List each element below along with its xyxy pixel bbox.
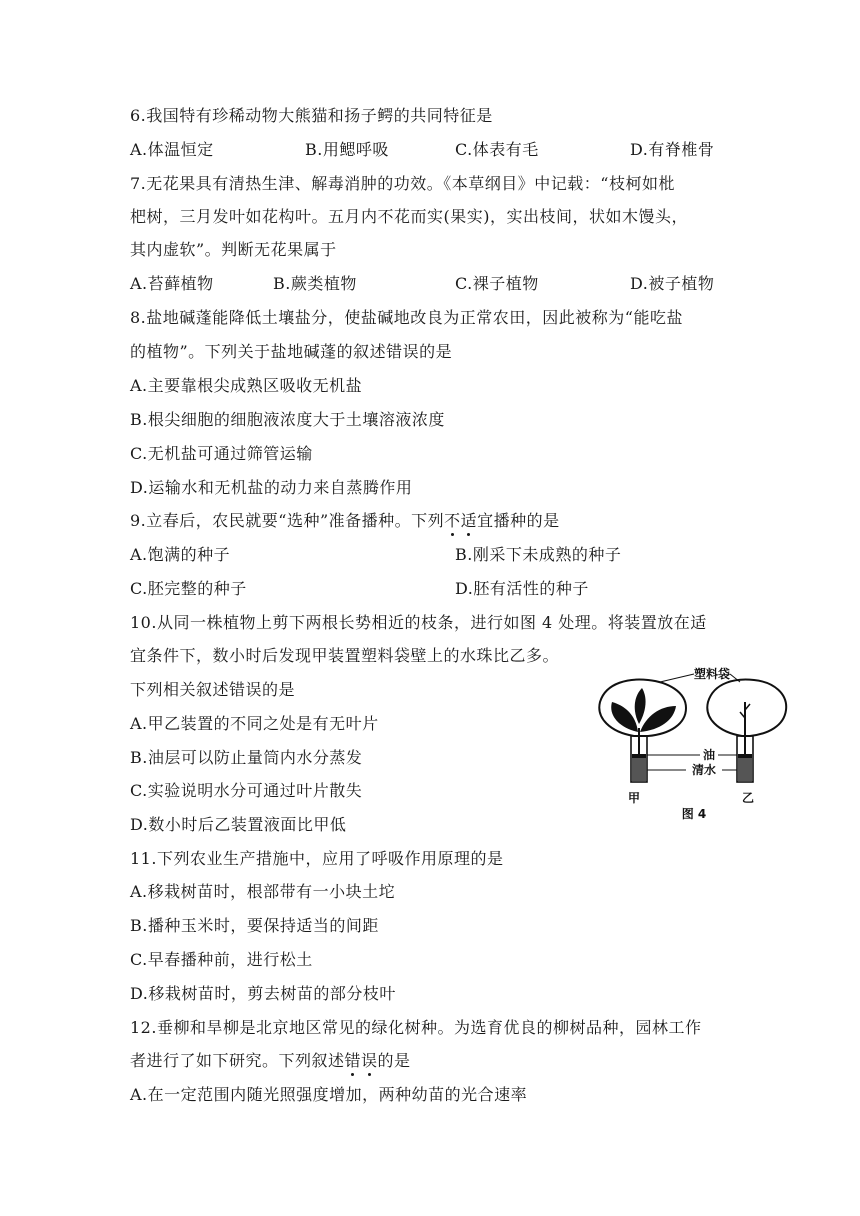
figure-caption: 图 4: [681, 807, 707, 821]
q7-option-d: D.被子植物: [630, 274, 715, 293]
water-label: 清水: [691, 763, 717, 777]
q8-option-c: C.无机盐可通过筛管运输: [130, 444, 313, 463]
q6-stem: 6.我国特有珍稀动物大熊猫和扬子鳄的共同特征是: [130, 106, 493, 125]
q8-option-b: B.根尖细胞的细胞液浓度大于土壤溶液浓度: [130, 410, 445, 429]
q9-stem-post: 宜播种的是: [477, 511, 560, 530]
q12-line-2: [130, 1051, 411, 1071]
q7-option-a: A.苔藓植物: [130, 274, 214, 293]
q7-line-3: 其内虚软”。判断无花果属于: [130, 240, 337, 259]
q8-line-2: 的植物”。下列关于盐地碱蓬的叙述错误的是: [130, 342, 453, 361]
q8-option-a: A.主要靠根尖成熟区吸收无机盐: [130, 376, 363, 395]
q12-option-a: A.在一定范围内随光照强度增加，两种幼苗的光合速率: [130, 1085, 528, 1104]
q6-option-b: B.用鳃呼吸: [305, 140, 389, 159]
q9-emphasis-2: 适: [460, 511, 478, 530]
q12-emphasis-2: 误: [361, 1051, 378, 1070]
water-left: [632, 758, 646, 781]
q12-line-1: 12.垂柳和旱柳是北京地区常见的绿化树种。为选育优良的柳树品种，园林工作: [130, 1018, 702, 1037]
leaf-left-2: [640, 706, 676, 732]
q10-option-d: D.数小时后乙装置液面比甲低: [130, 815, 347, 834]
left-apparatus-label: 甲: [627, 791, 641, 805]
q10-option-a: A.甲乙装置的不同之处是有无叶片: [130, 714, 379, 733]
q9-stem-pre: 9.立春后，农民就要“选种”准备播种。下列: [130, 511, 445, 530]
q9-emphasis-1: 不: [444, 511, 461, 530]
q7-option-c: C.裸子植物: [455, 274, 539, 293]
q9-option-b: B.刚采下未成熟的种子: [455, 545, 622, 564]
q10-option-b: B.油层可以防止量筒内水分蒸发: [130, 748, 363, 767]
q10-option-c: C.实验说明水分可通过叶片散失: [130, 781, 363, 800]
q6-option-d: D.有脊椎骨: [630, 140, 715, 159]
q9-stem: [130, 511, 560, 531]
q8-option-d: D.运输水和无机盐的动力来自蒸腾作用: [130, 478, 413, 497]
right-apparatus-label: 乙: [741, 791, 755, 805]
oil-layer-left: [632, 754, 646, 758]
oil-layer-right: [738, 754, 752, 758]
q8-line-1: 8.盐地碱蓬能降低土壤盐分，使盐碱地改良为正常农田，因此被称为“能吃盐: [130, 308, 683, 327]
q12-line-2-post: 的是: [377, 1051, 411, 1070]
q10-line-1: 10.从同一株植物上剪下两根长势相近的枝条，进行如图 4 处理。将装置放在适: [130, 613, 707, 632]
leaf-left-1: [611, 702, 638, 732]
q11-option-c: C.早春播种前，进行松土: [130, 950, 313, 969]
water-right: [738, 758, 752, 781]
oil-label: 油: [702, 748, 716, 762]
leaf-left-3: [635, 688, 646, 724]
q9-option-d: D.胚有活性的种子: [455, 579, 589, 598]
q9-option-c: C.胚完整的种子: [130, 579, 247, 598]
q6-option-c: C.体表有毛: [455, 140, 539, 159]
q9-option-a: A.饱满的种子: [130, 545, 231, 564]
q11-option-a: A.移栽树苗时，根部带有一小块土坨: [130, 882, 396, 901]
q7-option-b: B.蕨类植物: [273, 274, 357, 293]
q12-line-2-pre: 者进行了如下研究。下列叙述: [130, 1051, 345, 1070]
q11-stem: 11.下列农业生产措施中，应用了呼吸作用原理的是: [130, 849, 504, 868]
figure-4: [590, 662, 790, 832]
q10-line-3: 下列相关叙述错误的是: [130, 680, 296, 699]
q6-option-a: A.体温恒定: [130, 140, 214, 159]
q12-emphasis-1: 错: [344, 1051, 362, 1070]
q11-option-d: D.移栽树苗时，剪去树苗的部分枝叶: [130, 984, 396, 1003]
bag-label: 塑料袋: [693, 667, 731, 681]
figure-4-drawing: [590, 662, 790, 832]
q7-line-2: 杷树，三月发叶如花构叶。五月内不花而实(果实)，实出枝间，状如木馒头，: [130, 207, 688, 226]
q7-line-1: 7.无花果具有清热生津、解毒消肿的功效。《本草纲目》中记载：“枝柯如枇: [130, 174, 675, 193]
q10-line-2: 宜条件下，数小时后发现甲装置塑料袋壁上的水珠比乙多。: [130, 646, 560, 665]
bag-label-line-left: [660, 674, 694, 682]
q11-option-b: B.播种玉米时，要保持适当的间距: [130, 916, 379, 935]
